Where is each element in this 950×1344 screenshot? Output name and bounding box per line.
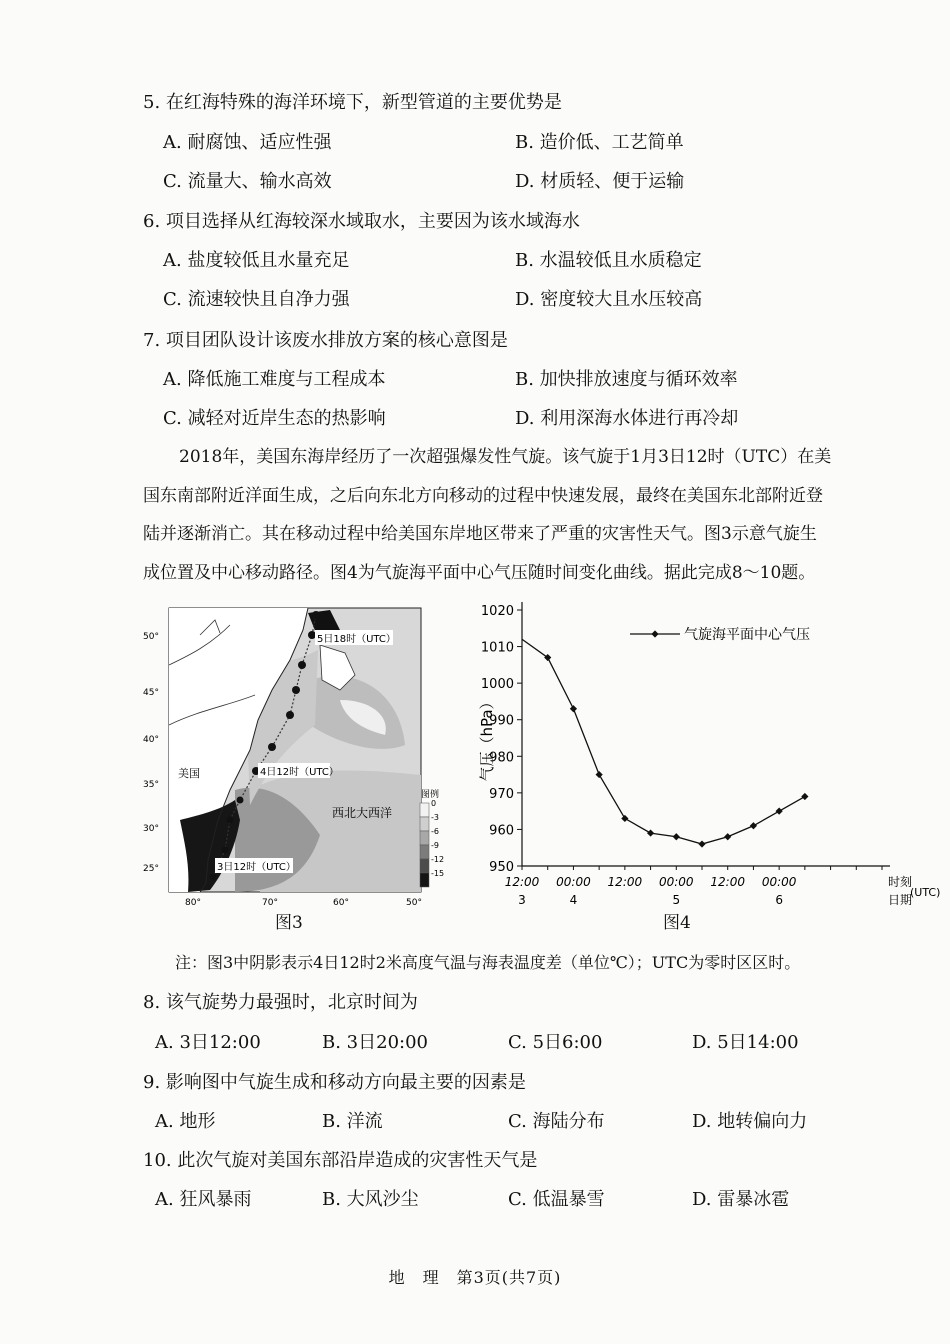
passage-line-3: 陆并逐渐消亡。其在移动过程中给美国东岸地区带来了严重的灾害性天气。图3示意气旋生: [143, 524, 817, 544]
passage-line-2: 国东南部附近洋面生成，之后向东北方向移动的过程中快速发展，最终在美国东北部附近登: [143, 485, 823, 506]
y-tick-label: 1010: [480, 640, 514, 656]
label-end: 5日18时（UTC）: [317, 634, 396, 645]
track-point: [286, 711, 294, 719]
data-point: [750, 822, 757, 829]
y-tick-label: 970: [489, 786, 514, 802]
legend-marker: [651, 630, 658, 637]
track-point: [227, 817, 234, 824]
x-tick-label: 12:00: [504, 875, 540, 889]
q6-option-a: A. 盐度较低且水量充足: [163, 250, 350, 271]
lon-label: 60°: [333, 898, 349, 908]
data-point: [570, 705, 577, 712]
data-point: [596, 771, 603, 778]
x-tick-label: 12:00: [607, 875, 643, 889]
lon-label: 80°: [185, 898, 201, 908]
lat-label: 45°: [143, 688, 159, 698]
legend-value: -9: [431, 841, 439, 850]
q8-option-a: A. 3日12:00: [155, 1032, 261, 1053]
q6-option-c: C. 流速较快且自净力强: [163, 289, 350, 310]
track-point: [308, 631, 316, 639]
q7-option-a: A. 降低施工难度与工程成本: [163, 369, 386, 390]
q6-option-d: D. 密度较大且水压较高: [515, 289, 703, 310]
y-tick-label: 950: [489, 860, 514, 875]
figure-4-caption: 图4: [663, 913, 691, 933]
track-point: [298, 661, 306, 669]
legend-swatch: [420, 831, 429, 845]
q8-option-c: C. 5日6:00: [508, 1032, 603, 1053]
lat-label: 50°: [143, 632, 159, 642]
data-point: [801, 793, 808, 800]
q9-option-c: C. 海陆分布: [508, 1111, 605, 1132]
passage: [143, 438, 913, 592]
q5-option-c: C. 流量大、输水高效: [163, 171, 332, 192]
x-axis-time-label: 时刻: [888, 875, 913, 889]
q9-option-a: A. 地形: [155, 1111, 216, 1132]
figure-3-caption: 图3: [275, 913, 303, 933]
lat-label: 40°: [143, 735, 159, 745]
x-axis-unit: (UTC): [910, 886, 941, 899]
y-tick-label: 960: [489, 823, 514, 839]
figure-3-map: [140, 605, 445, 915]
q10-option-c: C. 低温暴雪: [508, 1189, 605, 1210]
data-point: [673, 833, 680, 840]
q5-stem: 5. 在红海特殊的海洋环境下，新型管道的主要优势是: [143, 92, 562, 113]
q5-option-b: B. 造价低、工艺简单: [515, 132, 684, 153]
x-date-label: 6: [775, 893, 783, 907]
q7-stem: 7. 项目团队设计该废水排放方案的核心意图是: [143, 330, 508, 351]
lat-label: 30°: [143, 824, 159, 834]
legend-swatch: [420, 873, 429, 887]
q9-stem: 9. 影响图中气旋生成和移动方向最主要的因素是: [143, 1072, 526, 1093]
passage-line-4: 成位置及中心移动路径。图4为气旋海平面中心气压随时间变化曲线。据此完成8～10题。: [143, 562, 816, 583]
figure-note: 注：图3中阴影表示4日12时2米高度气温与海表温度差（单位℃）；UTC为零时区区时。: [175, 953, 801, 972]
label-usa: 美国: [178, 767, 200, 780]
legend-swatch: [420, 845, 429, 859]
y-tick-label: 1000: [480, 677, 514, 693]
x-axis-date-label: 日期: [888, 893, 913, 907]
legend-value: -3: [431, 813, 439, 822]
q7-option-d: D. 利用深海水体进行再冷却: [515, 408, 739, 429]
legend-value: -6: [431, 827, 439, 836]
legend-swatch: [420, 859, 429, 873]
q10-option-d: D. 雷暴冰雹: [692, 1189, 790, 1210]
track-point: [210, 874, 217, 881]
q7-option-c: C. 减轻对近岸生态的热影响: [163, 408, 386, 429]
data-point: [776, 808, 783, 815]
lon-label: 70°: [262, 898, 278, 908]
track-point: [292, 686, 300, 694]
data-point: [724, 833, 731, 840]
q10-option-a: A. 狂风暴雨: [155, 1189, 252, 1210]
legend-value: -12: [431, 855, 445, 864]
x-tick-label: 12:00: [710, 875, 746, 889]
x-date-label: 3: [518, 893, 526, 907]
y-axis-label: 气压（hPa）: [478, 694, 496, 782]
q8-option-b: B. 3日20:00: [322, 1032, 428, 1053]
y-tick-label: 1020: [480, 604, 514, 619]
q7-option-b: B. 加快排放速度与循环效率: [515, 369, 738, 390]
q10-option-b: B. 大风沙尘: [322, 1189, 419, 1210]
q6-stem: 6. 项目选择从红海较深水域取水，主要因为该水域海水: [143, 211, 580, 232]
q9-option-d: D. 地转偏向力: [692, 1111, 808, 1132]
lon-label: 50°: [406, 898, 422, 908]
y-tick-label: 990: [489, 713, 514, 729]
data-point: [621, 815, 628, 822]
y-tick-label: 980: [489, 750, 514, 766]
q5-option-d: D. 材质轻、便于运输: [515, 171, 685, 192]
track-point: [222, 847, 229, 854]
x-tick-label: 00:00: [761, 875, 797, 889]
series-line: [522, 639, 805, 844]
legend-title: 图例: [421, 790, 440, 800]
q8-option-d: D. 5日14:00: [692, 1032, 799, 1053]
legend-value: 0: [431, 799, 437, 808]
q10-stem: 10. 此次气旋对美国东部沿岸造成的灾害性天气是: [143, 1150, 538, 1171]
q8-stem: 8. 该气旋势力最强时，北京时间为: [143, 992, 418, 1013]
page-footer: 地 理 第3页(共7页): [388, 1268, 562, 1287]
label-ocean: 西北大西洋: [332, 806, 393, 820]
q5-option-a: A. 耐腐蚀、适应性强: [163, 132, 332, 153]
label-start: 3日12时（UTC）: [217, 862, 296, 873]
x-date-label: 4: [569, 893, 578, 907]
x-tick-label: 00:00: [556, 875, 591, 889]
label-mid: 4日12时（UTC）: [260, 767, 339, 778]
data-point: [647, 829, 654, 836]
x-tick-label: 00:00: [658, 875, 694, 889]
figure-4-chart: [478, 598, 941, 918]
legend-value: -15: [431, 869, 445, 878]
q6-option-b: B. 水温较低且水质稳定: [515, 250, 702, 271]
legend-swatch: [420, 803, 429, 817]
x-date-label: 5: [672, 893, 681, 907]
lat-label: 25°: [143, 864, 159, 874]
legend-label: 气旋海平面中心气压: [684, 627, 810, 643]
lat-label: 35°: [143, 780, 159, 790]
track-point: [268, 743, 276, 751]
passage-line-1: 2018年，美国东海岸经历了一次超强爆发性气旋。该气旋于1月3日12时（UTC）在美: [179, 447, 832, 467]
legend-swatch: [420, 817, 429, 831]
data-point: [698, 840, 705, 847]
track-point: [237, 797, 244, 804]
q9-option-b: B. 洋流: [322, 1111, 383, 1132]
track-point: [312, 611, 320, 619]
